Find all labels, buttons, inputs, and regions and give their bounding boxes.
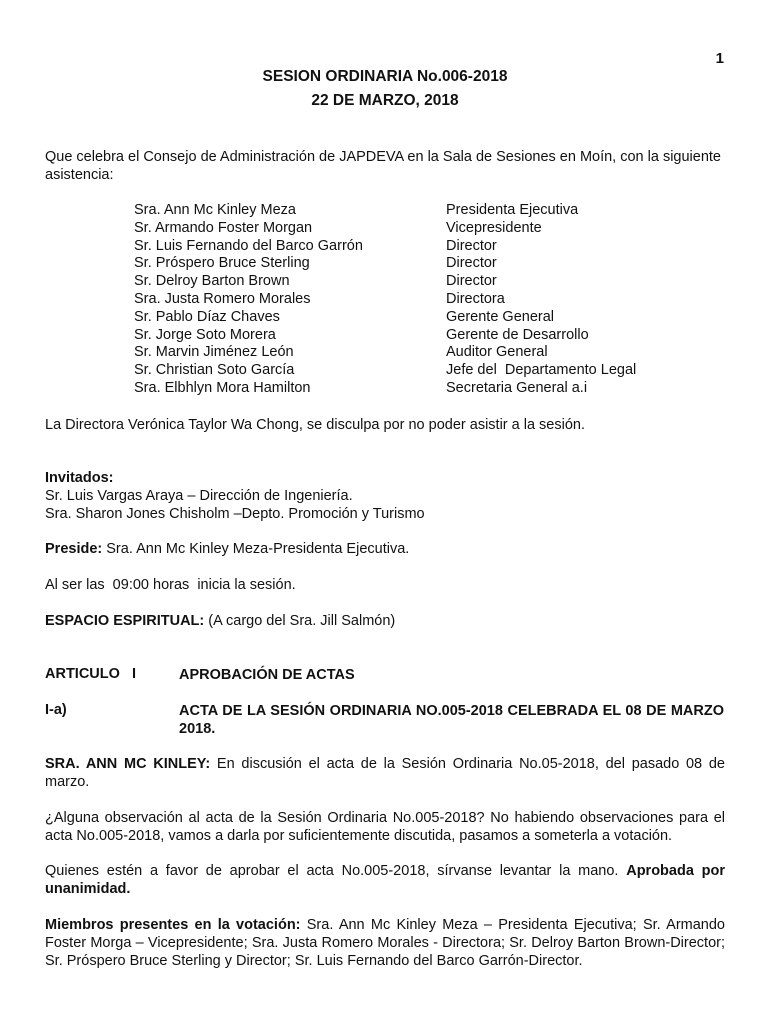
attendance-row <box>134 327 694 345</box>
attendee-name: Sra. Ann Mc Kinley Meza <box>134 202 296 218</box>
attendance-row <box>134 255 694 273</box>
page-number: 1 <box>715 50 724 67</box>
session-date: 22 DE MARZO, 2018 <box>311 92 459 109</box>
preside-label: Preside: <box>45 541 103 557</box>
guest-item: Sra. Sharon Jones Chisholm –Depto. Promoción y Turismo <box>45 506 425 522</box>
attendee-role: Director <box>446 255 497 272</box>
spiritual-text: (A cargo del Sra. Jill Salmón) <box>204 613 396 629</box>
attendee-role: Directora <box>446 290 505 307</box>
attendance-row <box>134 362 694 380</box>
subitem-label: I-a) <box>45 702 67 718</box>
attendance-row <box>134 291 694 309</box>
attendance-row <box>134 344 694 362</box>
attendee-role: Jefe del Departamento Legal <box>446 362 637 379</box>
attendee-name: Sr. Delroy Barton Brown <box>134 273 290 290</box>
subitem-title: ACTA DE LA SESIÓN ORDINARIA NO.005-2018 CELEBRADA EL 08 DE MARZO 2018. <box>179 703 724 737</box>
spiritual-label: ESPACIO ESPIRITUAL: <box>45 613 205 629</box>
attendee-name: Sr. Pablo Díaz Chaves <box>134 308 280 325</box>
attendee-role: Auditor General <box>446 344 548 361</box>
attendance-row <box>134 309 694 327</box>
attendance-row <box>134 220 694 238</box>
guest-item: Sr. Luis Vargas Araya – Dirección de Ingeniería. <box>45 488 353 504</box>
attendee-role: Director <box>446 273 497 290</box>
attendance-row <box>134 273 694 291</box>
attendee-name: Sr. Luis Fernando del Barco Garrón <box>134 237 363 254</box>
vote-paragraph <box>45 862 725 898</box>
attendee-role: Vicepresidente <box>446 219 542 236</box>
attendee-name: Sr. Christian Soto García <box>134 362 295 379</box>
observation-paragraph: ¿Alguna observación al acta de la Sesión Ordinaria No.005-2018? No habiendo observaciones para el acta No.005-2018, vamos a darla por suficientemente discutida, pasamos a someterla a votación. <box>45 810 725 844</box>
attendance-list <box>134 202 694 398</box>
speaker-label: SRA. ANN MC KINLEY: <box>45 756 211 772</box>
attendance-row <box>134 238 694 256</box>
attendee-name: Sra. Elbhlyn Mora Hamilton <box>134 379 311 396</box>
article-title: APROBACIÓN DE ACTAS <box>179 667 355 683</box>
spiritual-line <box>45 612 725 630</box>
session-title: SESION ORDINARIA No.006-2018 <box>262 68 508 85</box>
vote-text: Quienes estén a favor de aprobar el acta No.005-2018, sírvanse levantar la mano. <box>45 863 627 879</box>
attendance-row <box>134 202 694 220</box>
attendee-role: Director <box>446 237 497 254</box>
attendee-role: Gerente General <box>446 308 555 325</box>
preside-line <box>45 540 725 558</box>
attendee-role: Gerente de Desarrollo <box>446 326 589 343</box>
discussion-paragraph <box>45 755 725 791</box>
members-text: Sra. Ann Mc Kinley Meza – Presidenta Ejecutiva; Sr. Armando Foster Morga – Vicepresidente; Sra. Justa Romero Morales - Directora; Sr. Delroy Barton Brown-Director; Sr. Próspero Bruce Sterling y Director; Sr. Luis Fernando del Barco Garrón-Director. <box>45 917 725 969</box>
attendee-name: Sr. Próspero Bruce Sterling <box>134 255 310 272</box>
guests-label: Invitados: <box>45 470 114 486</box>
discussion-text: En discusión el acta de la Sesión Ordinaria No.05-2018, del pasado 08 de marzo. <box>45 756 725 790</box>
start-line: Al ser las 09:00 horas inicia la sesión. <box>45 577 296 593</box>
guests-section <box>45 469 725 523</box>
article-label: ARTICULO I <box>45 666 137 682</box>
attendee-name: Sr. Jorge Soto Morera <box>134 326 276 343</box>
attendee-role: Presidenta Ejecutiva <box>446 202 579 218</box>
intro-paragraph: Que celebra el Consejo de Administración de JAPDEVA en la Sala de Sesiones en Moín, con la siguiente asistencia: <box>45 149 721 183</box>
attendee-name: Sr. Armando Foster Morgan <box>134 219 313 236</box>
attendee-name: Sra. Justa Romero Morales <box>134 290 311 307</box>
vote-result: Aprobada por unanimidad. <box>45 863 726 897</box>
attendee-role: Secretaria General a.i <box>446 379 588 396</box>
absence-note: La Directora Verónica Taylor Wa Chong, se disculpa por no poder asistir a la sesión. <box>45 417 586 433</box>
members-paragraph <box>45 916 725 970</box>
members-label: Miembros presentes en la votación: <box>45 917 301 933</box>
preside-text: Sra. Ann Mc Kinley Meza-Presidenta Ejecutiva. <box>102 541 410 557</box>
attendance-row <box>134 380 694 398</box>
attendee-name: Sr. Marvin Jiménez León <box>134 344 294 361</box>
